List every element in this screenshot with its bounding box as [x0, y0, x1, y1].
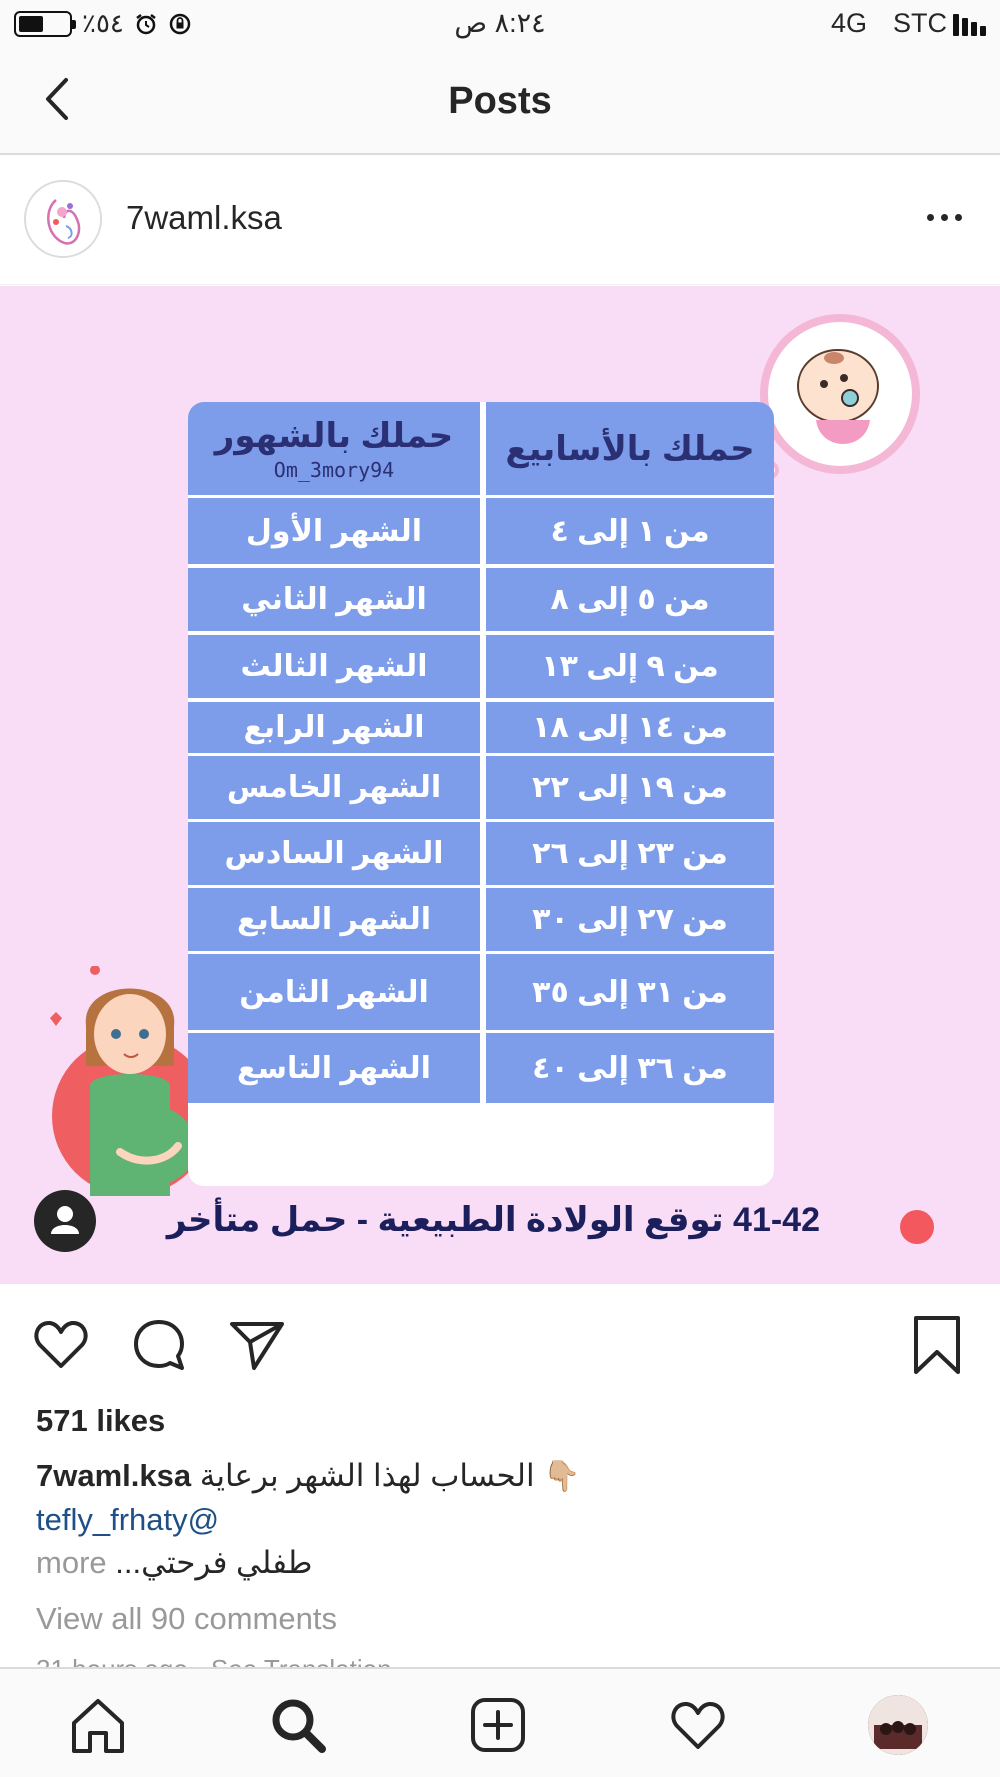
table-row [188, 756, 774, 819]
header-months: حملك بالشهور [214, 416, 454, 455]
caption-continued [36, 1545, 312, 1581]
weeks-cell: من ١ إلى ٤ [486, 498, 774, 564]
caption-more-text: طفلي فرحتي... [115, 1545, 313, 1580]
caption-emoji: 👇🏼 [543, 1460, 581, 1493]
signal-icon [953, 12, 986, 36]
send-icon[interactable] [226, 1314, 288, 1376]
weeks-cell: من ٣٦ إلى ٤٠ [486, 1033, 774, 1103]
table-row [188, 888, 774, 951]
header-months-cell [188, 402, 480, 495]
month-cell: الشهر الثاني [188, 568, 480, 631]
tagged-users-icon[interactable] [34, 1190, 96, 1252]
watermark: Om_3mory94 [273, 457, 395, 482]
more-dots-icon[interactable] [927, 214, 962, 221]
mention-link[interactable]: tefly_frhaty@ [36, 1502, 220, 1537]
post-action-bar [0, 1284, 1000, 1404]
bottom-tab-bar [0, 1667, 1000, 1777]
weeks-cell: من ٢٣ إلى ٢٦ [486, 822, 774, 885]
table-row [188, 1033, 774, 1103]
weeks-cell: من ١٤ إلى ١٨ [486, 702, 774, 753]
pregnancy-table [188, 402, 774, 1186]
caption-username[interactable]: 7waml.ksa [36, 1458, 192, 1493]
month-cell: الشهر الخامس [188, 756, 480, 819]
note-text: 41-42 توقع الولادة الطبيعية - حمل متأخر [166, 1201, 820, 1239]
table-row [188, 822, 774, 885]
battery-percent: ٪٥٤ [82, 8, 124, 38]
table-row [188, 568, 774, 631]
table-header-row [188, 402, 774, 495]
search-icon[interactable] [268, 1695, 328, 1755]
note-bullet [900, 1210, 934, 1244]
status-time: ٨:٢٤ ص [454, 8, 546, 38]
month-cell: الشهر التاسع [188, 1033, 480, 1103]
status-right [831, 8, 986, 39]
likes-count[interactable]: 571 likes [36, 1403, 166, 1438]
month-cell: الشهر السابع [188, 888, 480, 951]
nav-header [0, 50, 1000, 155]
carrier-name: STC [893, 8, 947, 38]
bookmark-icon[interactable] [906, 1314, 968, 1376]
weeks-cell: من ٥ إلى ٨ [486, 568, 774, 631]
post-caption [36, 1458, 581, 1494]
add-post-icon[interactable] [468, 1695, 528, 1755]
more-link[interactable]: more [36, 1545, 107, 1580]
activity-heart-icon[interactable] [668, 1695, 728, 1755]
month-cell: الشهر الرابع [188, 702, 480, 753]
home-icon[interactable] [68, 1695, 128, 1755]
account-avatar[interactable] [24, 180, 102, 258]
month-cell: الشهر السادس [188, 822, 480, 885]
weeks-cell: من ٩ إلى ١٣ [486, 635, 774, 698]
table-row [188, 635, 774, 698]
post-username[interactable]: 7waml.ksa [126, 199, 282, 236]
network-type: 4G [830, 8, 867, 38]
post-header [0, 157, 1000, 285]
account-logo [26, 182, 102, 258]
header-weeks-cell [486, 402, 774, 495]
late-birth-note [166, 1196, 940, 1244]
comment-icon[interactable] [128, 1314, 190, 1376]
month-cell: الشهر الثامن [188, 954, 480, 1030]
weeks-cell: من ١٩ إلى ٢٢ [486, 756, 774, 819]
header-weeks: حملك بالأسابيع [505, 429, 755, 468]
month-cell: الشهر الأول [188, 498, 480, 564]
view-comments-link[interactable]: View all 90 comments [36, 1601, 337, 1636]
status-bar [0, 0, 1000, 50]
weeks-cell: من ٣١ إلى ٣٥ [486, 954, 774, 1030]
weeks-cell: من ٢٧ إلى ٣٠ [486, 888, 774, 951]
month-cell: الشهر الثالث [188, 635, 480, 698]
profile-avatar[interactable] [868, 1695, 928, 1755]
table-row [188, 954, 774, 1030]
table-row [188, 498, 774, 564]
page-title: Posts [448, 80, 552, 122]
caption-text: الحساب لهذا الشهر برعاية [199, 1458, 535, 1493]
post-image[interactable] [0, 286, 1000, 1284]
table-row [188, 702, 774, 753]
heart-icon[interactable] [30, 1314, 92, 1376]
